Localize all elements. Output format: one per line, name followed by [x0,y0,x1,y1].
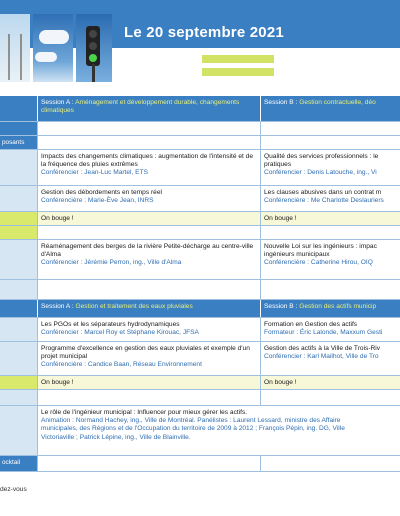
table-row [0,122,400,136]
accent-bar [202,55,274,63]
session-a-header: Session A : Aménagement et développement durable, changements climatiques [37,96,260,121]
session-b-header: Session B : Gestion contractuelle, déo [260,96,400,121]
session-header-row [0,300,400,318]
table-row [0,240,400,280]
break-label: On bouge ! [260,212,400,225]
break-label: On bouge ! [37,212,260,225]
talk-cell: Les PGOs et les séparateurs hydrodynamiques Conférencier : Marcel Roy et Stéphane Kirouac, JFSA [37,318,260,341]
talk-cell: Gestion des actifs à la Ville de Trois-Riv Conférencier : Karl Mailhot, Ville de Tro [260,342,400,375]
table-row [0,456,400,472]
talk-cell: Programme d'excellence en gestion des eaux pluviales et exemple d'un projet municipal Conférencière : Candice Baan, Réseau Environnement [37,342,260,375]
session-header-row [0,96,400,122]
winter-trees-photo [0,14,30,82]
table-row [0,136,400,150]
session-a-header: Session A : Gestion et traitement des eaux pluviales [37,300,260,317]
cloud-icon [39,30,69,44]
break-label: On bouge ! [37,376,260,389]
plenary-cell: Le rôle de l'ingénieur municipal : Influencer pour mieux gérer les actifs. Animation : Normand Hachey, ing., Ville de Montréal. Panélistes : Laurent Lessard, ministre des Affaire municipales, des Régions et de l'Occupation du territoire de 2009 à 2012 ; François Pépin, ing. DG, Ville Victoriaville ; Patrick Lépine, ing., Ville de Blainville. [37,406,400,455]
table-row [0,150,400,186]
tree-icon [8,34,22,80]
traffic-light-photo [76,14,112,82]
session-b-header: Session B : Gestion des actifs municip [260,300,400,317]
talk-cell: Formation en Gestion des actifs Formateur : Éric Lalonde, Maxxum Gesti [260,318,400,341]
talk-cell: Impacts des changements climatiques : augmentation de l'intensité et de la fréquence des pluies extrêmes Conférencier : Jean-Luc Martel, ETS [37,150,260,185]
table-row [0,406,400,456]
sky-clouds-photo [33,14,73,82]
exposants-label: posants [0,136,37,149]
accent-bar [202,68,274,76]
cocktail-label: ocktail [0,456,37,471]
table-row [0,280,400,300]
table-row [0,226,400,240]
event-date: Le 20 septembre 2021 [124,24,284,41]
traffic-light-icon [86,26,100,66]
talk-cell: Les clauses abusives dans un contrat m Conférencière : Me Charlotte Deslauriers [260,186,400,211]
talk-cell: Nouvelle Loi sur les ingénieurs : impac ingénieurs municipaux Conférencière : Catherine Hirou, OIQ [260,240,400,279]
table-row [0,342,400,376]
break-label: On bouge ! [260,376,400,389]
table-row [0,212,400,226]
cloud-icon [35,52,57,62]
talk-cell: Qualité des services professionnels : le pratiques Conférencier : Denis Latouche, ing., Vi [260,150,400,185]
talk-cell: Gestion des débordements en temps réel Conférencière : Marie-Ève Jean, INRS [37,186,260,211]
table-row [0,318,400,342]
table-row [0,186,400,212]
talk-cell: Réaménagement des berges de la rivière Petite-décharge au centre-ville d'Alma Conférencier : Jérémie Perron, ing., Ville d'Alma [37,240,260,279]
table-row [0,390,400,406]
footer-note: dez-vous [0,486,27,493]
pole [92,64,95,82]
time-cell [0,96,37,121]
table-row [0,376,400,390]
